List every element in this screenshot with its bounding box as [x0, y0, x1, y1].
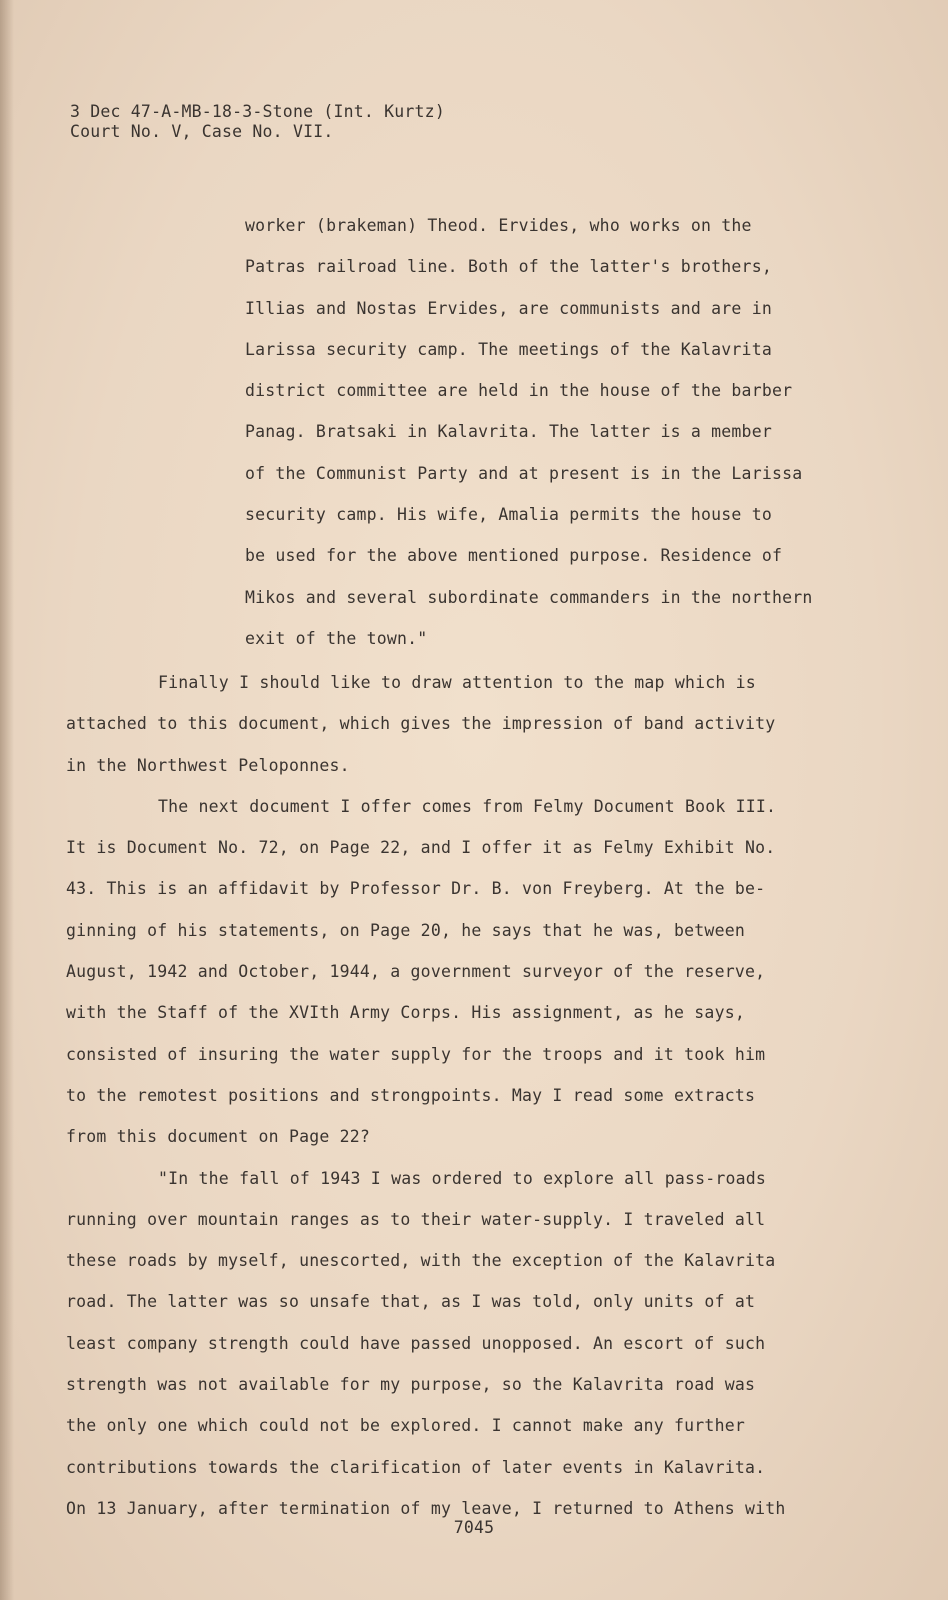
quote-line: of the Communist Party and at present is in the Larissa	[245, 463, 803, 483]
body-line: road. The latter was so unsafe that, as I was told, only units of at	[66, 1292, 756, 1312]
document-header	[70, 102, 445, 142]
body-line: running over mountain ranges as to their water-supply. I traveled all	[66, 1209, 766, 1229]
body-line: consisted of insuring the water supply for the troops and it took him	[66, 1044, 766, 1064]
quote-line: Illias and Nostas Ervides, are communists and are in	[245, 298, 772, 318]
body-line: these roads by myself, unescorted, with the exception of the Kalavrita	[66, 1251, 776, 1271]
body-line: with the Staff of the XVIth Army Corps. His assignment, as he says,	[66, 1003, 745, 1023]
paragraph-first-line: "In the fall of 1943 I was ordered to explore all pass-roads	[158, 1168, 767, 1188]
quote-line: Patras railroad line. Both of the latter's brothers,	[245, 257, 772, 277]
body-line: in the Northwest Peloponnes.	[66, 755, 350, 775]
quote-line: exit of the town."	[245, 628, 428, 648]
page-number: 7045	[453, 1518, 495, 1537]
body-line: to the remotest positions and strongpoints. May I read some extracts	[66, 1085, 756, 1105]
body-line: the only one which could not be explored. I cannot make any further	[66, 1416, 745, 1436]
body-line: ginning of his statements, on Page 20, he says that he was, between	[66, 920, 745, 940]
page-edge-shadow	[0, 0, 14, 1600]
quote-line: security camp. His wife, Amalia permits the house to	[245, 505, 772, 525]
paragraph-first-line: The next document I offer comes from Felmy Document Book III.	[158, 796, 777, 816]
quote-line: worker (brakeman) Theod. Ervides, who works on the	[245, 216, 752, 235]
quote-line: Mikos and several subordinate commanders in the northern	[245, 587, 813, 607]
body-line: least company strength could have passed unopposed. An escort of such	[66, 1333, 766, 1353]
body-line: strength was not available for my purpose, so the Kalavrita road was	[66, 1375, 756, 1395]
quote-line: Larissa security camp. The meetings of the Kalavrita	[245, 339, 772, 359]
body-line: contributions towards the clarification of later events in Kalavrita.	[66, 1457, 766, 1477]
quote-line: district committee are held in the house of the barber	[245, 381, 793, 401]
body-line: It is Document No. 72, on Page 22, and I offer it as Felmy Exhibit No.	[66, 838, 776, 858]
quote-line: be used for the above mentioned purpose. Residence of	[245, 546, 783, 566]
body-line: On 13 January, after termination of my leave, I returned to Athens with	[66, 1498, 786, 1518]
quote-line: Panag. Bratsaki in Kalavrita. The latter is a member	[245, 422, 772, 442]
transcript-body	[66, 662, 786, 1529]
paragraph-first-line: Finally I should like to draw attention to the map which is	[158, 673, 756, 692]
header-reference: 3 Dec 47-A-MB-18-3-Stone (Int. Kurtz)	[70, 102, 445, 121]
body-line: attached to this document, which gives the impression of band activity	[66, 714, 776, 734]
quoted-report-block	[245, 205, 813, 659]
body-line: from this document on Page 22?	[66, 1127, 371, 1147]
body-line: 43. This is an affidavit by Professor Dr. B. von Freyberg. At the be-	[66, 879, 766, 899]
header-court-case: Court No. V, Case No. VII.	[70, 122, 334, 141]
body-line: August, 1942 and October, 1944, a government surveyor of the reserve,	[66, 962, 766, 982]
